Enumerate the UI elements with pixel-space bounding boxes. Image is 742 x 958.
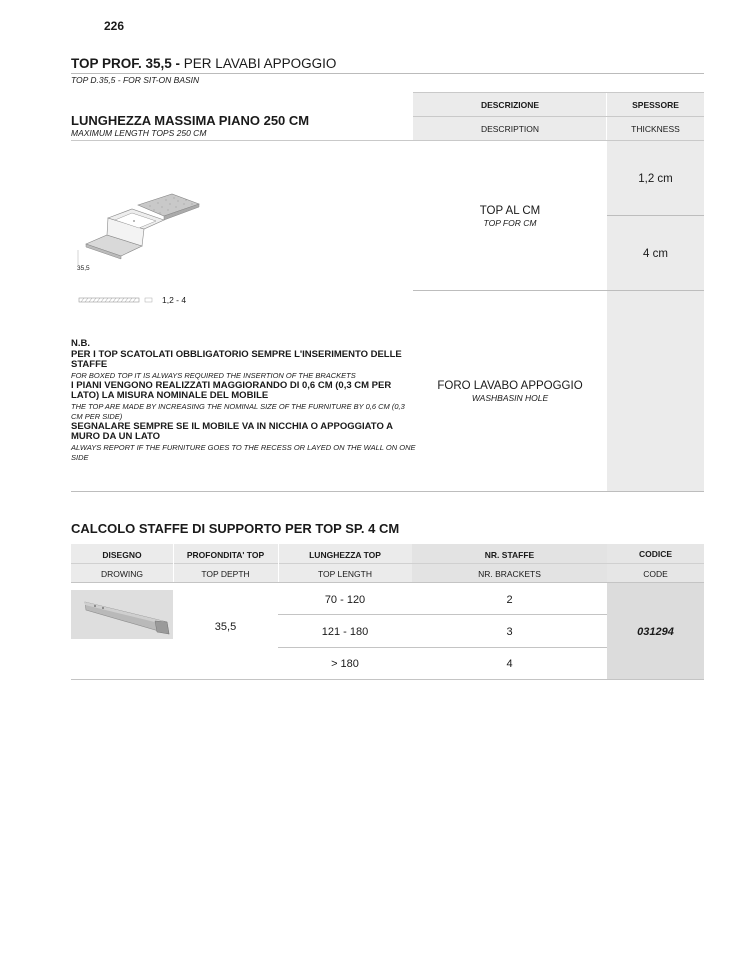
col-description-en: DESCRIPTION xyxy=(480,124,540,134)
row1-description-en: TOP FOR CM xyxy=(483,218,537,228)
rule xyxy=(413,92,704,93)
col-drawing-en: DROWING xyxy=(100,569,144,579)
brackets-value-2: 3 xyxy=(506,626,513,638)
col-depth: PROFONDITA' TOP xyxy=(186,550,265,560)
rule xyxy=(278,614,607,615)
title-light: PER LAVABI APPOGGIO xyxy=(180,56,337,71)
col-code: CODICE xyxy=(638,549,673,559)
rule xyxy=(71,491,704,492)
col-drawing: DISEGNO xyxy=(102,550,142,560)
thickness-range-label: 1,2 - 4 xyxy=(162,295,187,305)
col-length-en: TOP LENGTH xyxy=(317,569,372,579)
rule xyxy=(607,215,704,216)
length-value-1: 70 - 120 xyxy=(324,594,366,606)
page-number: 226 xyxy=(104,19,125,33)
length-value-2: 121 - 180 xyxy=(321,626,369,638)
note-3-en: ALWAYS REPORT IF THE FURNITURE GOES TO THE RECESS OR LAYED ON THE WALL ON ONE SIDE xyxy=(71,442,416,462)
brackets-value-1: 2 xyxy=(506,594,513,606)
title-bold: TOP PROF. 35,5 - xyxy=(71,56,181,71)
row2-description-en: WASHBASIN HOLE xyxy=(471,393,549,403)
row1-description: TOP AL CM xyxy=(479,205,541,217)
brackets-value-3: 4 xyxy=(506,658,513,670)
top-drawing xyxy=(72,192,212,282)
rule xyxy=(413,116,704,117)
rule xyxy=(71,563,704,564)
depth-value: 35,5 xyxy=(214,621,237,633)
thickness-column-bg xyxy=(607,140,704,491)
col-thickness-en: THICKNESS xyxy=(631,124,680,134)
col-thickness: SPESSORE xyxy=(632,100,679,110)
col-depth-en: TOP DEPTH xyxy=(201,569,250,579)
rule xyxy=(413,290,704,291)
title-divider xyxy=(71,73,704,74)
notes-block xyxy=(71,339,416,463)
rule xyxy=(71,582,704,583)
page-title xyxy=(71,56,336,71)
note-2: I PIANI VENGONO REALIZZATI MAGGIORANDO DI 0,6 CM (0,3 CM PER LATO) LA MISURA NOMINALE DEL MOBILE xyxy=(71,379,392,401)
col-length: LUNGHEZZA TOP xyxy=(309,550,381,560)
note-1-en: FOR BOXED TOP IT IS ALWAYS REQUIRED THE INSERTION OF THE BRACKETS xyxy=(71,370,356,380)
drawing-dimension: 35,5 xyxy=(77,265,90,272)
thickness-value-2: 4 cm xyxy=(643,248,668,260)
col-description: DESCRIZIONE xyxy=(480,100,540,110)
row2-description: FORO LAVABO APPOGGIO xyxy=(437,380,583,392)
thickness-strip-drawing xyxy=(78,297,156,305)
thickness-value-1: 1,2 cm xyxy=(638,173,673,185)
rule xyxy=(71,140,704,141)
page-subtitle: TOP D.35,5 - FOR SIT-ON BASIN xyxy=(71,75,200,85)
col-code-en: CODE xyxy=(643,569,668,579)
max-length-subtitle: MAXIMUM LENGTH TOPS 250 CM xyxy=(71,128,207,138)
rule xyxy=(71,679,704,680)
bracket-image xyxy=(71,590,173,639)
length-value-3: > 180 xyxy=(331,658,359,670)
brackets-title: CALCOLO STAFFE DI SUPPORTO PER TOP SP. 4 CM xyxy=(71,521,400,536)
note-1: PER I TOP SCATOLATI OBBLIGATORIO SEMPRE L'INSERIMENTO DELLE STAFFE xyxy=(71,348,402,370)
note-nb: N.B. xyxy=(71,338,90,349)
col-brackets-en: NR. BRACKETS xyxy=(478,569,541,579)
rule xyxy=(278,647,607,648)
code-value: 031294 xyxy=(637,626,674,638)
max-length-title: LUNGHEZZA MASSIMA PIANO 250 CM xyxy=(71,113,310,128)
note-3: SEGNALARE SEMPRE SE IL MOBILE VA IN NICCHIA O APPOGGIATO A MURO DA UN LATO xyxy=(71,420,393,442)
note-2-en: THE TOP ARE MADE BY INCREASING THE NOMINAL SIZE OF THE FURNITURE BY 0,6 CM (0,3 CM PER SIDE) xyxy=(71,401,405,421)
col-brackets: NR. STAFFE xyxy=(484,550,535,560)
